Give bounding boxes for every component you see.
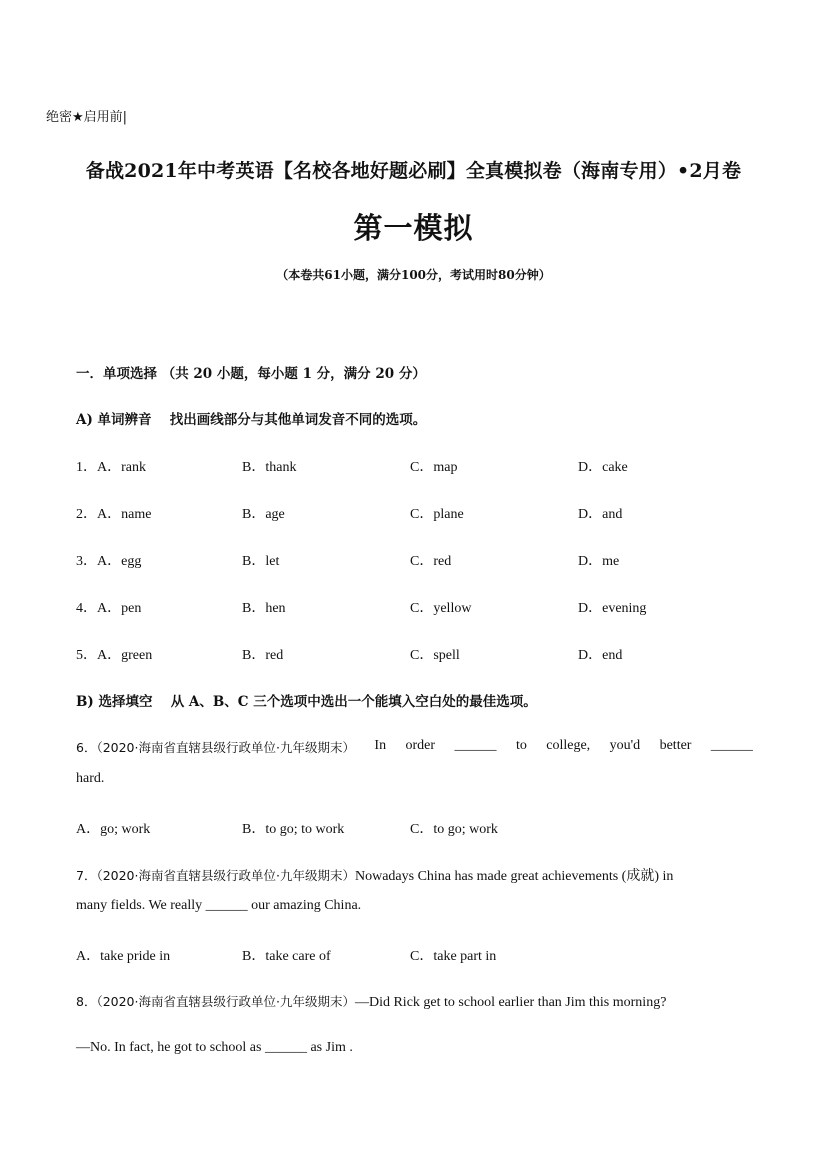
option-d: D．me xyxy=(578,554,620,569)
page-title: 备战2021年中考英语【名校各地好题必刷】全真模拟卷（海南专用）•2月卷 xyxy=(85,160,742,182)
section-heading: 一．单项选择 （共 20 小题，每小题 1 分，满分 20 分） xyxy=(76,366,426,382)
question-row xyxy=(76,503,776,523)
question-7-line xyxy=(76,865,673,885)
blank: ______ xyxy=(710,738,753,753)
question-source: 8．（2020·海南省直辖县级行政单位·九年级期末） xyxy=(76,994,355,1009)
option-b: B．to go; to work xyxy=(242,822,345,837)
option-b: B．thank xyxy=(242,460,297,475)
option-a: 2．A．name xyxy=(76,507,152,522)
question-source: 7．（2020·海南省直辖县级行政单位·九年级期末） xyxy=(76,868,355,883)
option-a: 3．A．egg xyxy=(76,554,142,569)
option-d: D．cake xyxy=(578,460,628,475)
exam-note: （本卷共61小题，满分100分，考试用时80分钟） xyxy=(276,268,551,282)
option-c: C．map xyxy=(410,460,458,475)
option-d: D．end xyxy=(578,648,623,663)
option-c: C．spell xyxy=(410,648,460,663)
question-row xyxy=(76,597,776,617)
part-b-heading: B) 选择填空 从 A、B、C 三个选项中选出一个能填入空白处的最佳选项。 xyxy=(76,694,537,710)
part-a-heading: A) 单词辨音 找出画线部分与其他单词发音不同的选项。 xyxy=(76,412,427,428)
option-a: 5．A．green xyxy=(76,648,153,663)
option-d: D．evening xyxy=(578,601,647,616)
word: order xyxy=(405,738,436,753)
option-b: B．hen xyxy=(242,601,286,616)
secret-mark: 绝密★启用前| xyxy=(46,110,128,125)
option-c: C．to go; work xyxy=(410,822,498,837)
question-text: —Did Rick get to school earlier than Jim this morning? xyxy=(354,995,667,1010)
question-row xyxy=(76,644,776,664)
question-row xyxy=(76,945,776,965)
option-a: 1．A．rank xyxy=(76,460,146,475)
question-8-continuation: —No. In fact, he got to school as ______ as Jim . xyxy=(76,1040,353,1055)
question-row xyxy=(76,456,776,476)
question-source: 6．（2020·海南省直辖县级行政单位·九年级期末） xyxy=(76,740,355,755)
option-c: C．yellow xyxy=(410,601,472,616)
question-row xyxy=(76,818,776,838)
option-c: C．red xyxy=(410,554,452,569)
question-6-continuation: hard. xyxy=(76,771,105,786)
question-text: Nowadays China has made great achievements (成就) in xyxy=(354,869,674,884)
option-b: B．take care of xyxy=(242,949,331,964)
option-d: D．and xyxy=(578,507,623,522)
option-a: 4．A．pen xyxy=(76,601,142,616)
word: better xyxy=(659,738,692,753)
word: college, xyxy=(546,738,591,753)
word: you'd xyxy=(609,738,641,753)
option-b: B．red xyxy=(242,648,284,663)
page-subtitle: 第一模拟 xyxy=(353,211,474,245)
question-7-continuation: many fields. We really ______ our amazing China. xyxy=(76,898,362,913)
word: In xyxy=(374,738,387,753)
blank: ______ xyxy=(454,738,497,753)
option-b: B．let xyxy=(242,554,280,569)
question-row xyxy=(76,550,776,570)
option-a: A．go; work xyxy=(76,822,151,837)
question-6-line xyxy=(76,738,753,756)
option-a: A．take pride in xyxy=(76,949,171,964)
word: to xyxy=(515,738,527,753)
option-b: B．age xyxy=(242,507,285,522)
option-c: C．plane xyxy=(410,507,464,522)
question-8-line xyxy=(76,992,666,1011)
option-c: C．take part in xyxy=(410,949,497,964)
